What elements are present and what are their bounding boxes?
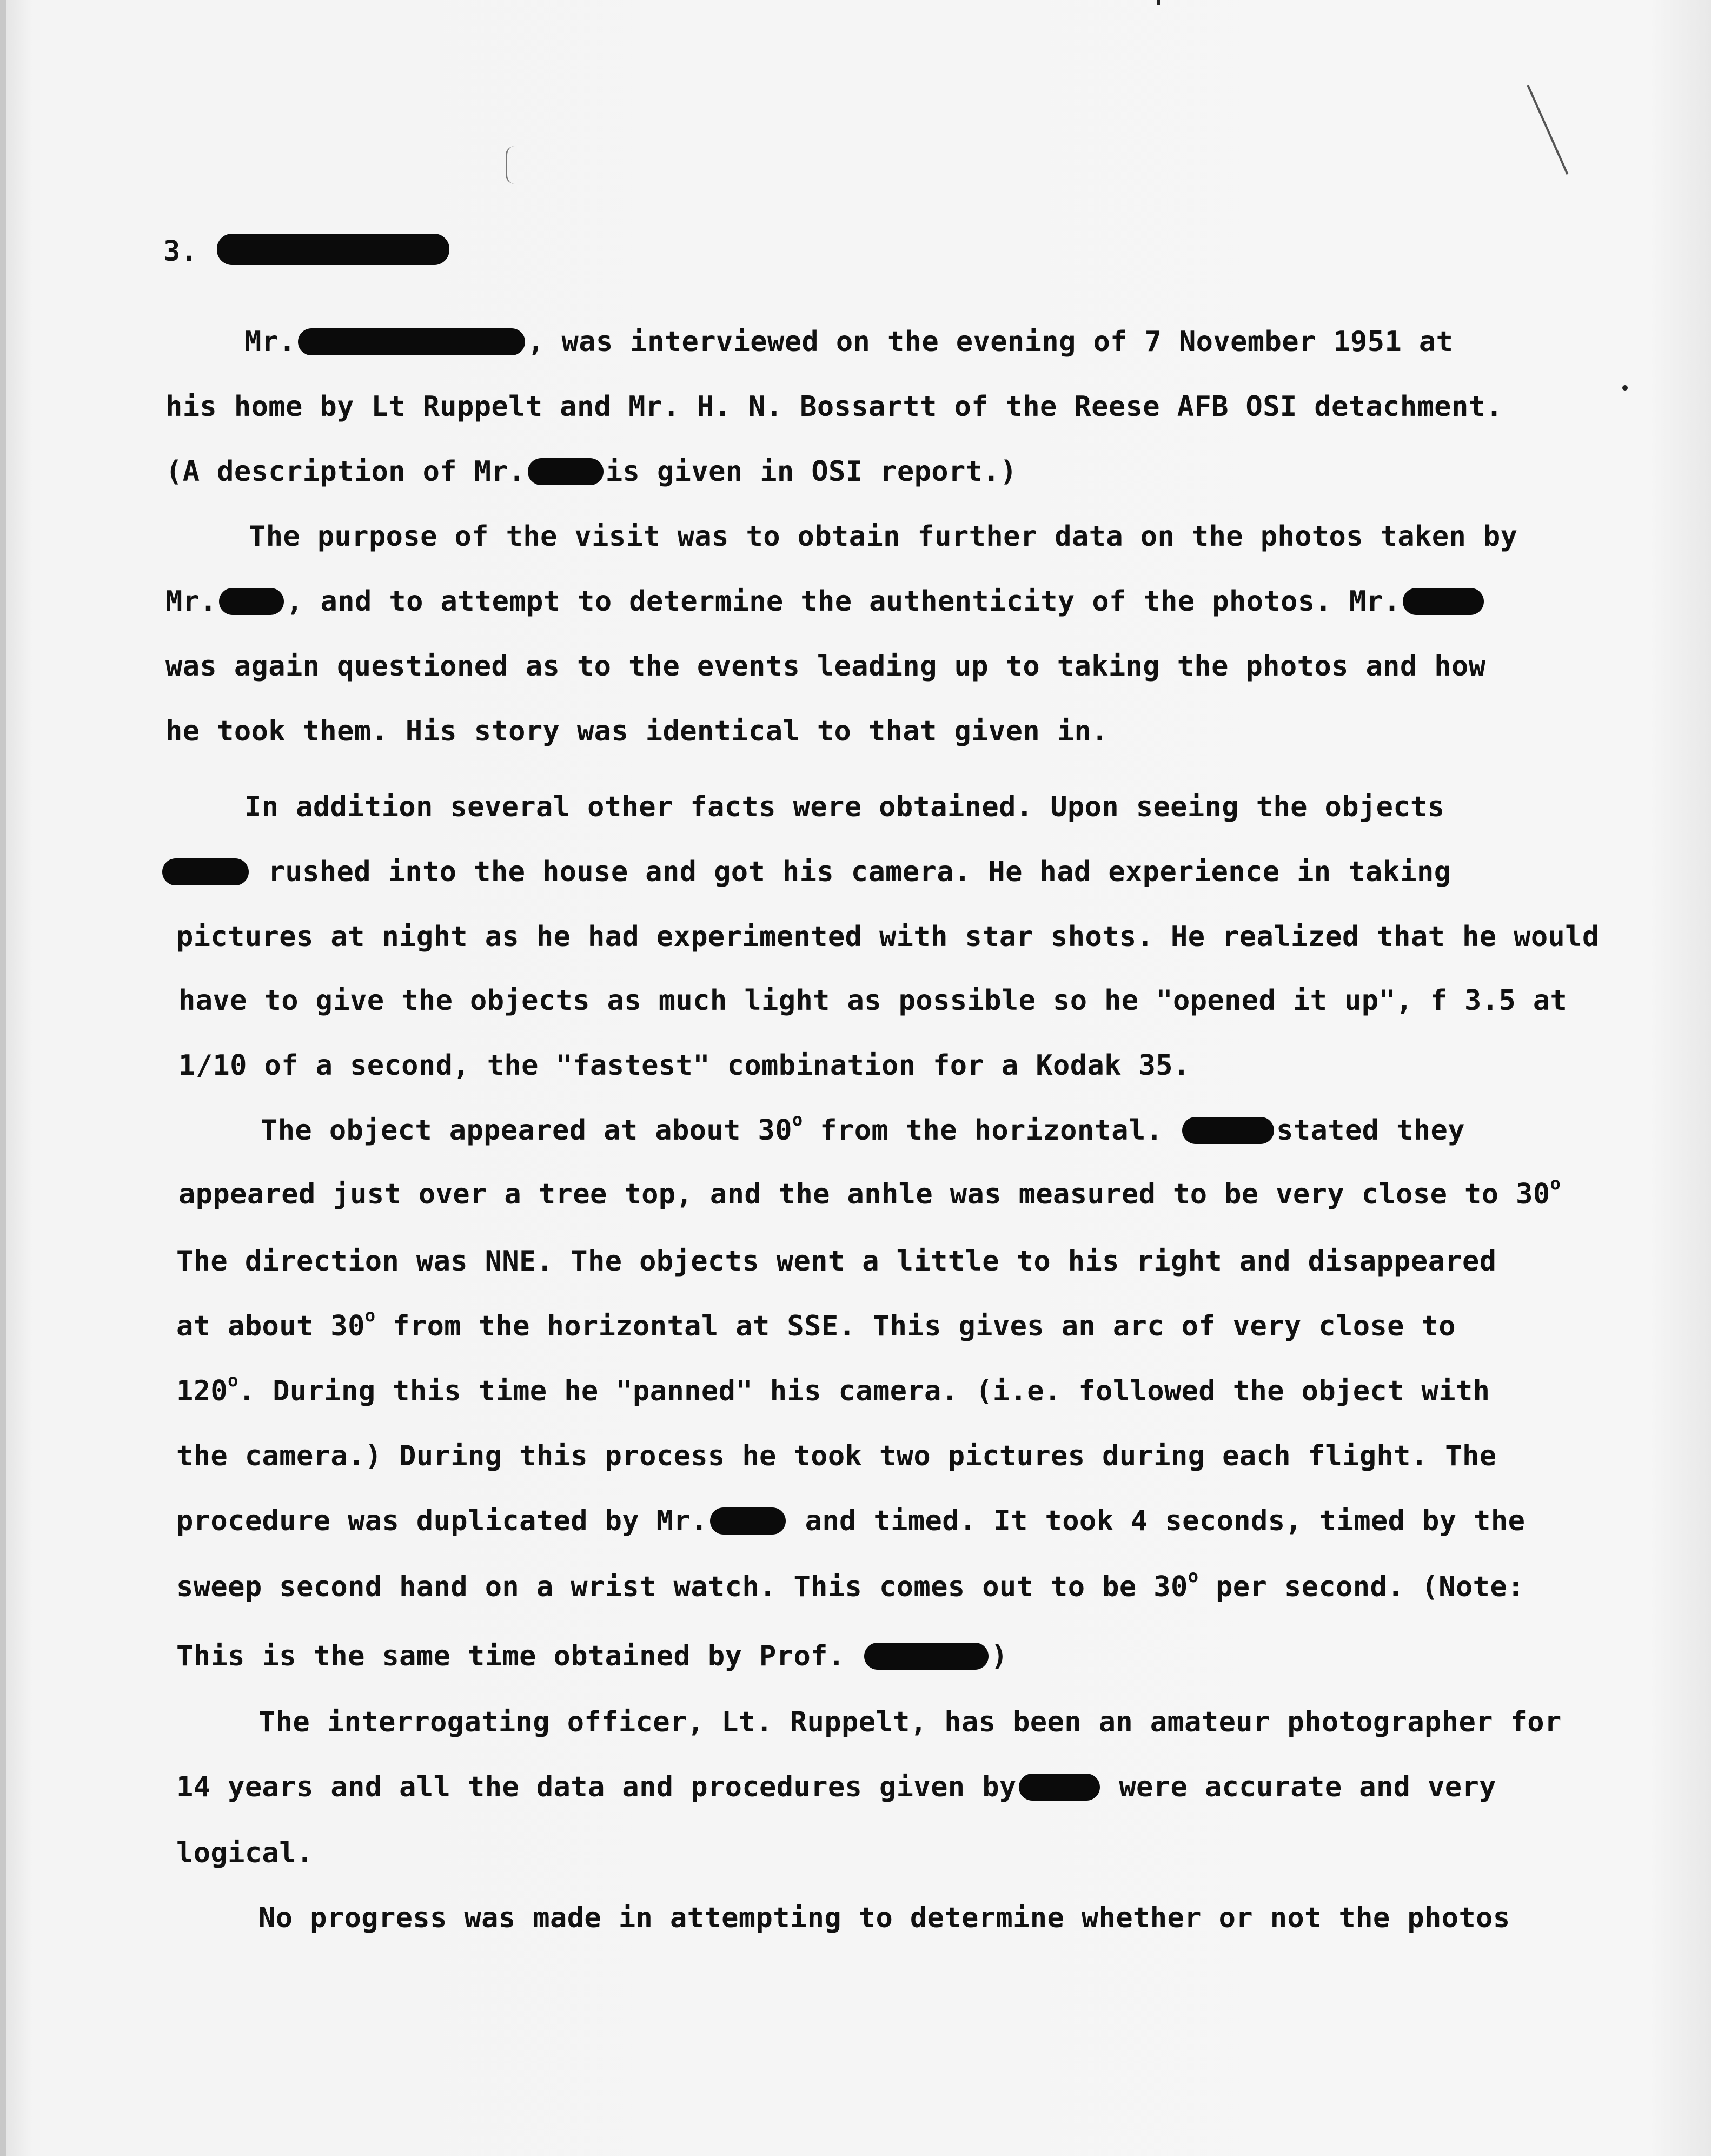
text-segment: was again questioned as to the events leading up to taking the photos and how: [165, 650, 1486, 683]
text-segment: The purpose of the visit was to obtain further data on the photos taken by: [249, 520, 1518, 553]
scan-mark-dot: [1622, 385, 1628, 391]
text-segment: Mr.: [165, 585, 217, 618]
text-segment: his home by Lt Ruppelt and Mr. H. N. Bossartt of the Reese AFB OSI detachment.: [165, 391, 1503, 423]
text-segment: the camera.) During this process he took two pictures during each flight. The: [176, 1440, 1497, 1472]
text-line: [258, 1705, 1562, 1740]
text-segment: Mr.: [244, 326, 296, 358]
text-line: [178, 1048, 1190, 1083]
redaction: [864, 1643, 989, 1670]
degree-mark: o: [1188, 1566, 1199, 1586]
scan-mark-left-edge: [0, 0, 6, 2156]
degree-mark: o: [1550, 1173, 1561, 1194]
redaction: [528, 458, 604, 485]
text-segment: have to give the objects as much light as possible so he "opened it up", f 3.5 at: [178, 984, 1568, 1017]
text-segment: and timed. It took 4 seconds, timed by the: [787, 1505, 1526, 1537]
text-line: [261, 1109, 1465, 1148]
text-segment: were accurate and very: [1102, 1771, 1496, 1803]
text-line: [160, 855, 1451, 889]
text-segment: . During this time he "panned" his camera. (i.e. followed the object with: [238, 1375, 1490, 1407]
text-line: [176, 1836, 314, 1870]
text-segment: , and to attempt to determine the authenticity of the photos. Mr.: [286, 585, 1401, 618]
section-number: 3.: [163, 235, 198, 268]
text-segment: from the horizontal at SSE. This gives an arc of very close to: [375, 1310, 1456, 1342]
text-segment: 1/10 of a second, the "fastest" combination for a Kodak 35.: [178, 1049, 1190, 1082]
text-line: [258, 1901, 1510, 1935]
text-line: [176, 1370, 1490, 1408]
text-line: [165, 584, 1486, 619]
text-segment: procedure was duplicated by Mr.: [176, 1505, 708, 1537]
text-line: [165, 389, 1503, 424]
text-segment: , was interviewed on the evening of 7 November 1951 at: [527, 326, 1454, 358]
text-line: [176, 1770, 1496, 1804]
text-segment: per second. (Note:: [1198, 1571, 1524, 1603]
text-line: [165, 649, 1485, 684]
text-segment: The object appeared at about 30: [261, 1114, 792, 1147]
text-segment: pictures at night as he had experimented with star shots. He realized that he would: [176, 921, 1600, 953]
redaction: [710, 1507, 786, 1535]
degree-mark: o: [792, 1109, 803, 1130]
text-line: [178, 983, 1567, 1018]
scan-mark-right-line: [1527, 85, 1569, 175]
text-line: [178, 1173, 1561, 1212]
redaction: [219, 588, 284, 615]
scan-mark-top: [1157, 0, 1160, 5]
text-segment: The direction was NNE. The objects went a little to his right and disappeared: [176, 1245, 1497, 1278]
degree-mark: o: [228, 1370, 238, 1391]
text-line: [165, 454, 1017, 489]
redaction: [298, 328, 525, 355]
text-line: [165, 714, 1109, 749]
redaction: [1403, 588, 1484, 615]
redaction: [1182, 1117, 1274, 1144]
redaction: [1019, 1774, 1100, 1801]
text-segment: is given in OSI report.): [605, 455, 1017, 488]
text-segment: (A description of Mr.: [165, 455, 526, 488]
text-line: [176, 1566, 1524, 1604]
text-line: [176, 1639, 1008, 1674]
text-line: [176, 920, 1600, 954]
text-segment: from the horizontal.: [803, 1114, 1181, 1147]
scan-mark-arc: [506, 146, 523, 184]
text-line: [244, 790, 1444, 824]
text-line: [249, 519, 1517, 554]
text-segment: logical.: [176, 1837, 314, 1869]
text-segment: In addition several other facts were obtained. Upon seeing the objects: [244, 791, 1445, 823]
text-segment: ): [991, 1640, 1008, 1672]
text-segment: 14 years and all the data and procedures given by: [176, 1771, 1017, 1803]
section-heading: [163, 234, 452, 269]
text-segment: sweep second hand on a wrist watch. This comes out to be 30: [176, 1571, 1188, 1603]
text-segment: No progress was made in attempting to determine whether or not the photos: [258, 1902, 1510, 1934]
text-line: [176, 1244, 1496, 1279]
text-line: [244, 325, 1453, 359]
text-line: [176, 1504, 1525, 1538]
text-segment: This is the same time obtained by Prof.: [176, 1640, 863, 1672]
redaction: [162, 858, 249, 885]
text-segment: 120: [176, 1375, 228, 1407]
text-segment: The interrogating officer, Lt. Ruppelt, has been an amateur photographer for: [258, 1706, 1562, 1738]
degree-mark: o: [364, 1305, 376, 1326]
redaction: [217, 234, 449, 265]
text-segment: at about 30: [176, 1310, 365, 1342]
text-segment: he took them. His story was identical to that given in.: [165, 715, 1109, 748]
text-line: [176, 1439, 1496, 1473]
text-segment: rushed into the house and got his camera. He had experience in taking: [251, 856, 1451, 888]
text-segment: appeared just over a tree top, and the anhle was measured to be very close to 30: [178, 1178, 1550, 1211]
text-segment: stated they: [1276, 1114, 1465, 1147]
text-line: [176, 1305, 1456, 1344]
